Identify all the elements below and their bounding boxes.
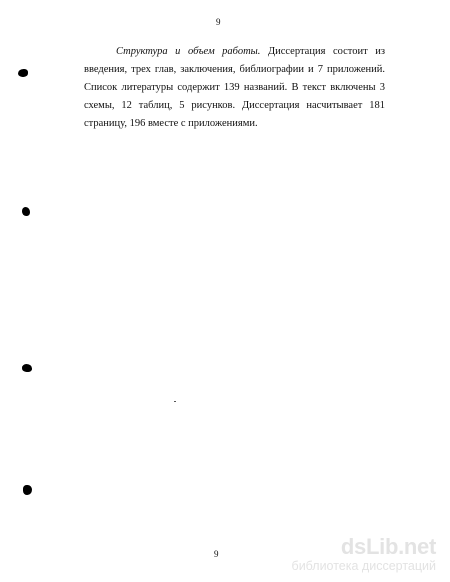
punch-hole-mark-2 xyxy=(22,207,30,216)
watermark-tagline: библиотека диссертаций xyxy=(291,559,436,573)
punch-hole-mark-1 xyxy=(18,69,28,77)
site-watermark xyxy=(292,536,436,573)
punch-hole-mark-3 xyxy=(22,364,32,372)
punch-hole-mark-4 xyxy=(23,485,32,495)
paragraph-text: Диссертация состоит из введения, трех глав, заключения, библиографии и 7 приложений. Список литературы содержит 139 названий. В текст включены 3 схемы, 12 таблиц, 5 рисунков. Диссертация насчитывает 181 страницу, 196 вместе с приложениями. xyxy=(84,46,385,129)
scan-speck xyxy=(174,401,176,402)
paragraph-lead: Структура и объем работы. xyxy=(116,46,261,57)
body-paragraph xyxy=(84,43,385,133)
watermark-logo: dsLib.net xyxy=(340,534,436,559)
page-number-top: 9 xyxy=(216,17,221,27)
page-number-bottom: 9 xyxy=(214,549,219,559)
